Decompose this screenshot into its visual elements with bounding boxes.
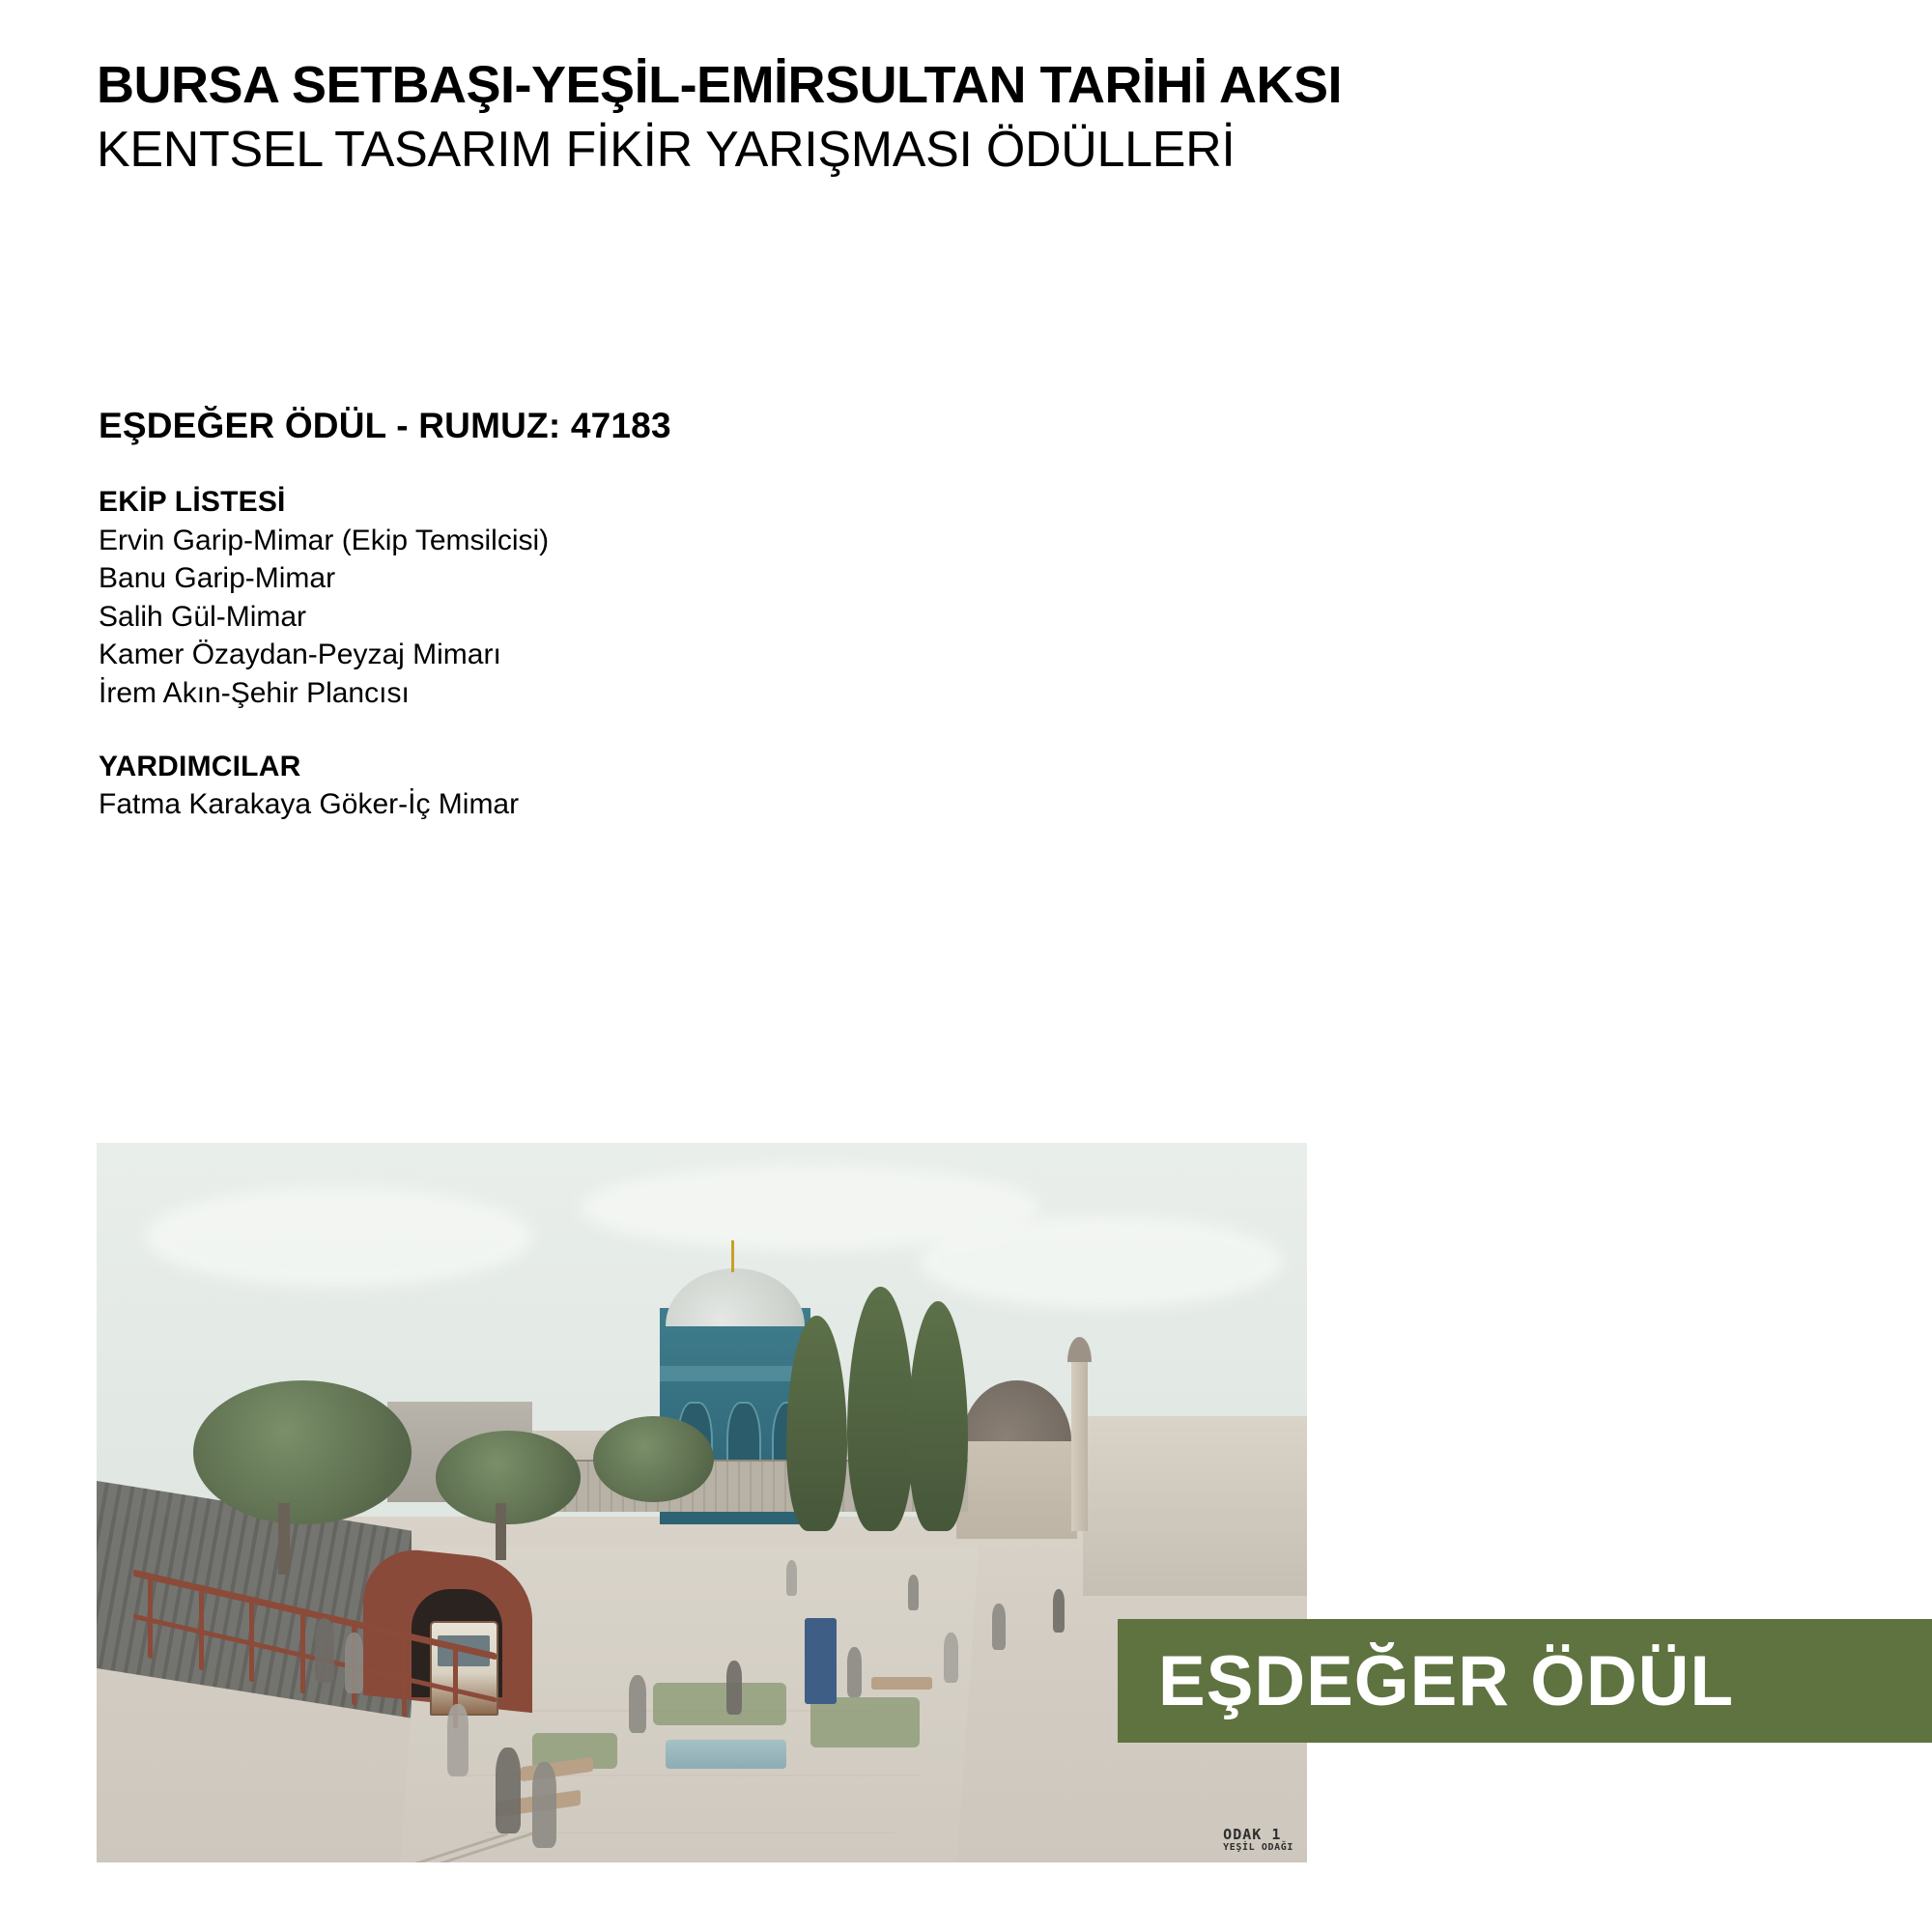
person-figure <box>629 1675 646 1733</box>
list-item: Ervin Garip-Mimar (Ekip Temsilcisi) <box>99 524 550 556</box>
railing-post <box>299 1608 304 1694</box>
person-figure <box>532 1762 556 1848</box>
list-item: Fatma Karakaya Göker-İç Mimar <box>99 788 520 821</box>
person-figure <box>496 1747 520 1833</box>
award-title: EŞDEĞER ÖDÜL - RUMUZ: 47183 <box>99 406 671 445</box>
planting-bed <box>810 1697 920 1747</box>
minaret <box>1071 1359 1089 1532</box>
tree-trunk <box>496 1503 505 1561</box>
person-figure <box>447 1704 468 1776</box>
railing-post <box>148 1573 153 1659</box>
tree-trunk <box>278 1503 291 1576</box>
render-caption-line-2: YEŞİL ODAĞI <box>1223 1841 1293 1853</box>
bench <box>871 1677 932 1690</box>
render-caption <box>1223 1825 1293 1853</box>
cloud-shape <box>145 1186 532 1287</box>
award-banner <box>1118 1619 1932 1743</box>
project-render-image <box>97 1143 1307 1862</box>
tree <box>436 1431 581 1524</box>
person-figure <box>847 1647 862 1697</box>
person-figure <box>1053 1589 1065 1633</box>
railing-post <box>249 1597 254 1683</box>
railing-post <box>402 1632 407 1718</box>
water-feature <box>666 1740 786 1769</box>
turbe-finial <box>731 1240 734 1273</box>
render-caption-line-1: ODAK 1 <box>1223 1825 1282 1843</box>
tree <box>593 1416 714 1502</box>
title-line-1: BURSA SETBAŞI-YEŞİL-EMİRSULTAN TARİHİ AKSI <box>97 56 1343 114</box>
person-figure <box>345 1633 363 1693</box>
cloud-shape <box>920 1215 1283 1309</box>
person-figure <box>944 1633 958 1683</box>
render-illustration <box>97 1143 1307 1862</box>
background-building-right <box>1083 1416 1307 1596</box>
person-figure <box>786 1560 797 1596</box>
domed-building-body <box>956 1431 1077 1539</box>
award-banner-label: EŞDEĞER ÖDÜL <box>1158 1641 1735 1720</box>
planting-bed <box>653 1683 786 1726</box>
list-item: Banu Garip-Mimar <box>99 562 336 595</box>
list-item: İrem Akın-Şehir Plancısı <box>99 676 410 709</box>
block-spacer <box>99 713 1258 748</box>
team-list-label: EKİP LİSTESİ <box>99 486 286 518</box>
list-item: Salih Gül-Mimar <box>99 600 307 633</box>
turbe-band <box>660 1366 811 1381</box>
title-line-2: KENTSEL TASARIM FİKİR YARIŞMASI ÖDÜLLERİ <box>97 122 1236 179</box>
assistants-label: YARDIMCILAR <box>99 750 301 782</box>
tree <box>193 1380 412 1524</box>
info-kiosk <box>805 1618 837 1704</box>
list-item: Kamer Özaydan-Peyzaj Mimarı <box>99 639 501 671</box>
award-info-block <box>99 406 1258 824</box>
person-figure <box>908 1575 919 1610</box>
railing-post <box>198 1585 203 1671</box>
person-figure <box>992 1604 1006 1650</box>
person-figure <box>726 1661 742 1715</box>
person-figure <box>315 1618 334 1683</box>
page-title <box>97 56 1855 180</box>
